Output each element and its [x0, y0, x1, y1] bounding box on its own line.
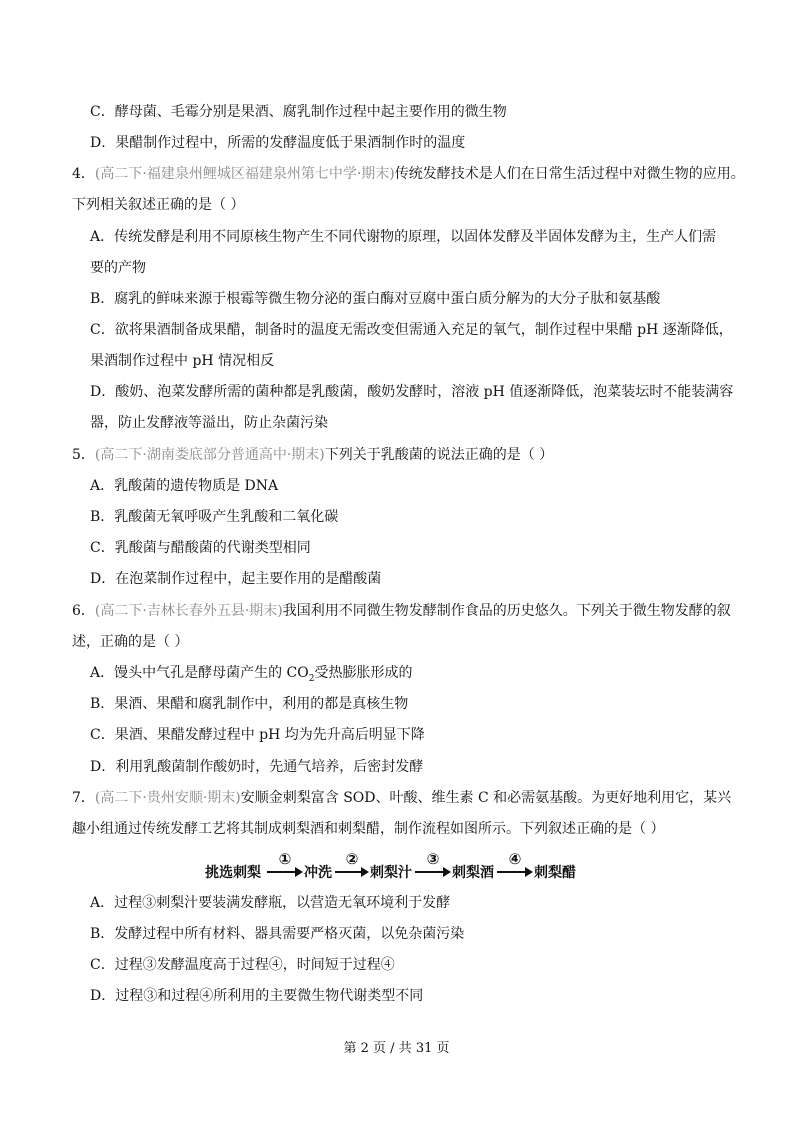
- q4-stem-text: 传统发酵技术是人们在日常生活过程中对微生物的应用。: [394, 166, 745, 182]
- flow-arrow-2-head: [361, 867, 369, 877]
- q5-option-d: D．在泡菜制作过程中，起主要作用的是醋酸菌: [90, 571, 382, 587]
- flow-arrow-2-shaft: [335, 871, 362, 873]
- flow-arrow-3: [415, 850, 451, 886]
- q6-option-a: [90, 663, 412, 689]
- flow-arrow-4-label: ④: [508, 850, 522, 868]
- q7-number: 7．: [72, 790, 95, 806]
- q4-option-a-line1: A．传统发酵是利用不同原核生物产生不同代谢物的原理，以固体发酵及半固体发酵为主，生产人们需: [90, 229, 717, 245]
- q6-option-a-text-end: 受热膨胀形成的: [314, 665, 413, 681]
- q5-stem-text: 下列关于乳酸菌的说法正确的是（ ）: [324, 447, 554, 463]
- q4-option-c-line1: C．欲将果酒制备成果醋，制备时的温度无需改变但需通入充足的氧气，制作过程中果醋 pH 逐渐降低，: [90, 322, 733, 338]
- q6-stem-line2: 述，正确的是（ ）: [72, 634, 189, 650]
- flow-arrow-2: [335, 850, 369, 886]
- q5-option-c: C．乳酸菌与醋酸菌的代谢类型相同: [90, 540, 311, 556]
- q5-number: 5．: [72, 447, 95, 463]
- flow-step-2: 冲洗: [304, 865, 332, 881]
- q6-option-d: D．利用乳酸菌制作酸奶时，先通气培养，后密封发酵: [90, 759, 424, 775]
- q4-option-d-line1: D．酸奶、泡菜发酵所需的菌种都是乳酸菌，酸奶发酵时，溶液 pH 值逐渐降低，泡菜装坛时不能装满容: [90, 384, 734, 400]
- q6-stem-text: 我国利用不同微生物发酵制作食品的历史悠久。下列关于微生物发酵的叙: [282, 603, 731, 619]
- q4-option-c-line2: 果酒制作过程中 pH 情况相反: [90, 353, 275, 369]
- flow-arrow-4-head: [525, 867, 533, 877]
- q6-number: 6．: [72, 603, 95, 619]
- flow-step-4: 刺梨酒: [452, 865, 494, 881]
- q4-source: (高二下·福建泉州鲤城区福建泉州第七中学·期末): [94, 166, 395, 182]
- flow-arrow-3-shaft: [415, 871, 444, 873]
- flow-arrow-4: [497, 850, 533, 886]
- q6-source: (高二下·吉林长春外五县·期末): [94, 603, 283, 619]
- q5-stem: [72, 445, 553, 465]
- q6-option-b: B．果酒、果醋和腐乳制作中，利用的都是真核生物: [90, 696, 409, 712]
- flow-arrow-1-head: [295, 867, 303, 877]
- q7-stem-line1: [72, 788, 731, 808]
- flow-step-1: 挑选刺梨: [205, 865, 261, 881]
- q6-option-a-subscript: 2: [308, 673, 315, 684]
- q7-stem-line2: 趣小组通过传统发酵工艺将其制成刺梨酒和刺梨醋，制作流程如图所示。下列叙述正确的是（ ）: [72, 821, 665, 837]
- q7-option-a: A．过程③刺梨汁要装满发酵瓶，以营造无氧环境利于发酵: [90, 895, 451, 911]
- q4-stem-line1: [72, 164, 745, 184]
- q5-option-b: B．乳酸菌无氧呼吸产生乳酸和二氧化碳: [90, 509, 339, 525]
- q4-option-b: B．腐乳的鲜味来源于根霉等微生物分泌的蛋白酶对豆腐中蛋白质分解为的大分子肽和氨基酸: [90, 291, 661, 307]
- flow-arrow-4-shaft: [497, 871, 526, 873]
- q7-flow-diagram: [205, 850, 585, 890]
- q7-source: (高二下·贵州安顺·期末): [94, 790, 241, 806]
- q4-option-a-line2: 要的产物: [90, 260, 146, 276]
- q4-option-d-line2: 器，防止发酵液等溢出，防止杂菌污染: [90, 415, 328, 431]
- flow-arrow-3-head: [443, 867, 451, 877]
- q7-option-c: C．过程③发酵温度高于过程④，时间短于过程④: [90, 957, 395, 973]
- flow-step-5: 刺梨醋: [534, 865, 576, 881]
- flow-arrow-3-label: ③: [426, 850, 440, 868]
- flow-arrow-1: [267, 850, 303, 886]
- q6-option-a-text: A．馒头中气孔是酵母菌产生的 CO: [90, 665, 309, 681]
- flow-arrow-1-shaft: [267, 871, 296, 873]
- q3-option-c: C．酵母菌、毛霉分别是果酒、腐乳制作过程中起主要作用的微生物: [90, 104, 507, 120]
- q7-option-b: B．发酵过程中所有材料、器具需要严格灭菌，以免杂菌污染: [90, 926, 465, 942]
- flow-arrow-1-label: ①: [278, 850, 292, 868]
- page-footer: 第 2 页 / 共 31 页: [343, 1041, 450, 1056]
- q5-option-a: A．乳酸菌的遗传物质是 DNA: [90, 478, 279, 494]
- flow-step-3: 刺梨汁: [370, 865, 412, 881]
- q7-stem-text: 安顺金刺梨富含 SOD、叶酸、维生素 C 和必需氨基酸。为更好地利用它，某兴: [240, 790, 732, 806]
- q5-source: (高二下·湖南娄底部分普通高中·期末): [94, 447, 325, 463]
- q4-stem-line2: 下列相关叙述正确的是（ ）: [72, 197, 245, 213]
- q4-number: 4．: [72, 166, 95, 182]
- flow-arrow-2-label: ②: [345, 850, 359, 868]
- q6-option-c: C．果酒、果醋发酵过程中 pH 均为先升高后明显下降: [90, 727, 425, 743]
- q7-option-d: D．过程③和过程④所利用的主要微生物代谢类型不同: [90, 988, 424, 1004]
- q3-option-d: D．果醋制作过程中，所需的发酵温度低于果酒制作时的温度: [90, 135, 466, 151]
- q6-stem-line1: [72, 601, 731, 621]
